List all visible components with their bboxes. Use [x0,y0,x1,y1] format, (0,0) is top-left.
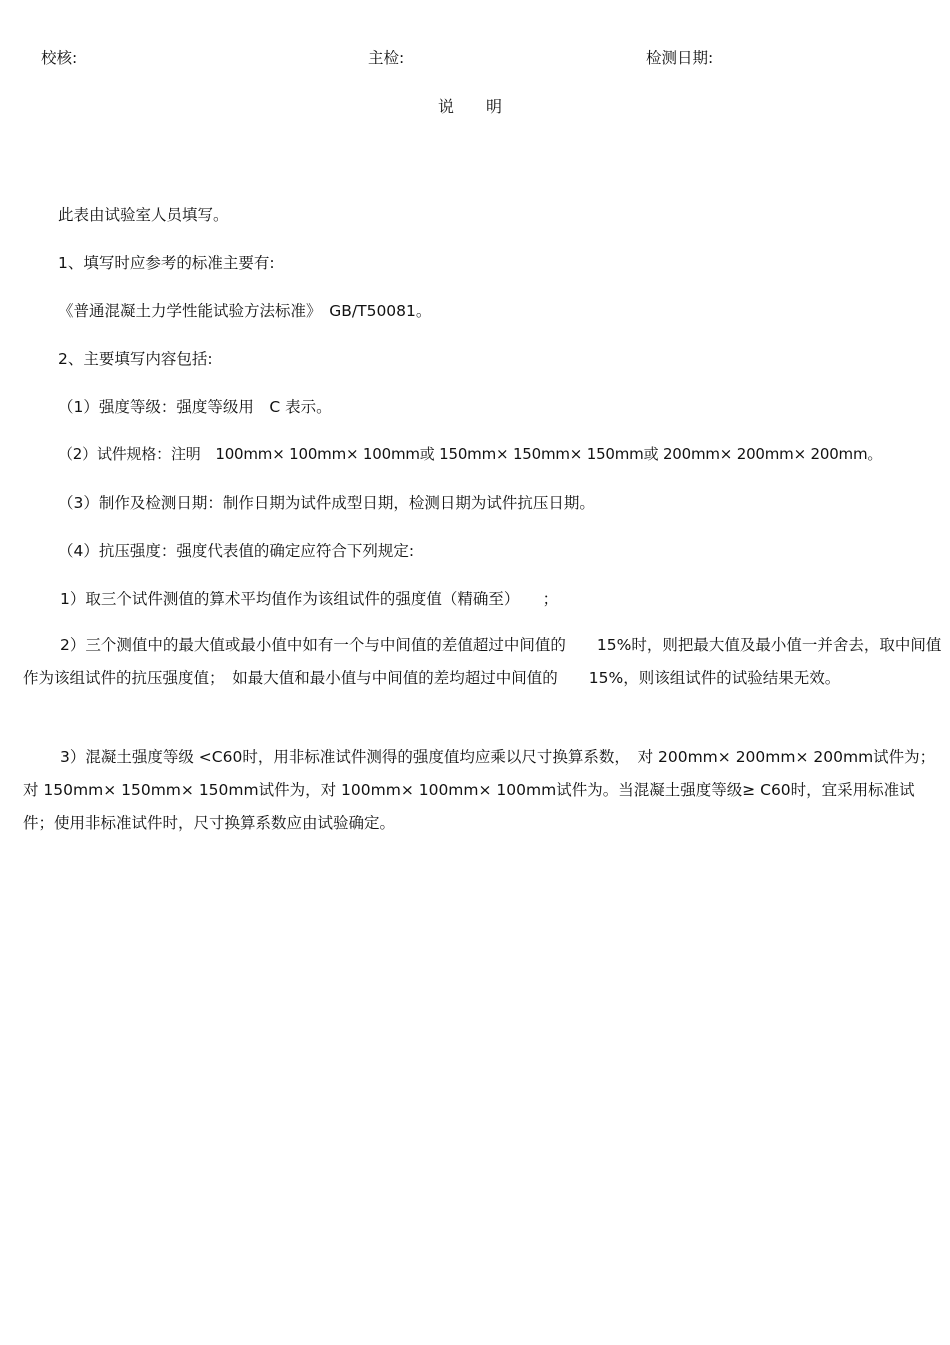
intro-text: 此表由试验室人员填写。 [58,206,229,224]
rule-3 [23,741,943,840]
rule-1: 1）取三个试件测值的算术平均值作为该组试件的强度值（精确至） ； [60,590,559,608]
rule-3-text: 3）混凝土强度等级 <C60时，用非标准试件测得的强度值均应乘以尺寸换算系数， 对 200mm× 200mm× 200mm试件为；对 150mm× 150mm× 150mm试件为，对 100mm× 100mm× 100mm试件为。当混凝土强度等级≥ C60时，宜采用标准试件；使用非标准试件时，尺寸换算系数应由试验确定。 [23,748,936,832]
item1-standard: 《普通混凝土力学性能试验方法标准》 GB/T50081。 [58,302,432,320]
rule-2 [23,629,943,695]
sub-item-strength-grade: （1）强度等级：强度等级用 C 表示。 [58,398,332,416]
sub-item-specimen-size: （2）试件规格：注明 100mm× 100mm× 100mm或 150mm× 150mm× 150mm或 200mm× 200mm× 200mm。 [58,445,883,463]
rule-2-text: 2）三个测值中的最大值或最小值中如有一个与中间值的差值超过中间值的 15%时，则把最大值及最小值一并舍去，取中间值作为该组试件的抗压强度值； 如最大值和最小值与中间值的差均超过中间值的 15%，则该组试件的试验结果无效。 [23,636,942,687]
sub-item-compressive-strength: （4）抗压强度：强度代表值的确定应符合下列规定: [58,542,415,560]
item2-heading: 2、主要填写内容包括: [58,350,213,368]
sub-item-dates: （3）制作及检测日期：制作日期为试件成型日期，检测日期为试件抗压日期。 [58,494,595,512]
item1-heading: 1、填写时应参考的标准主要有: [58,254,275,272]
proofreader-label: 校核: [41,49,78,67]
page-title: 说 明 [438,97,503,116]
test-date-label: 检测日期: [646,49,714,67]
chief-inspector-label: 主检: [368,49,405,67]
